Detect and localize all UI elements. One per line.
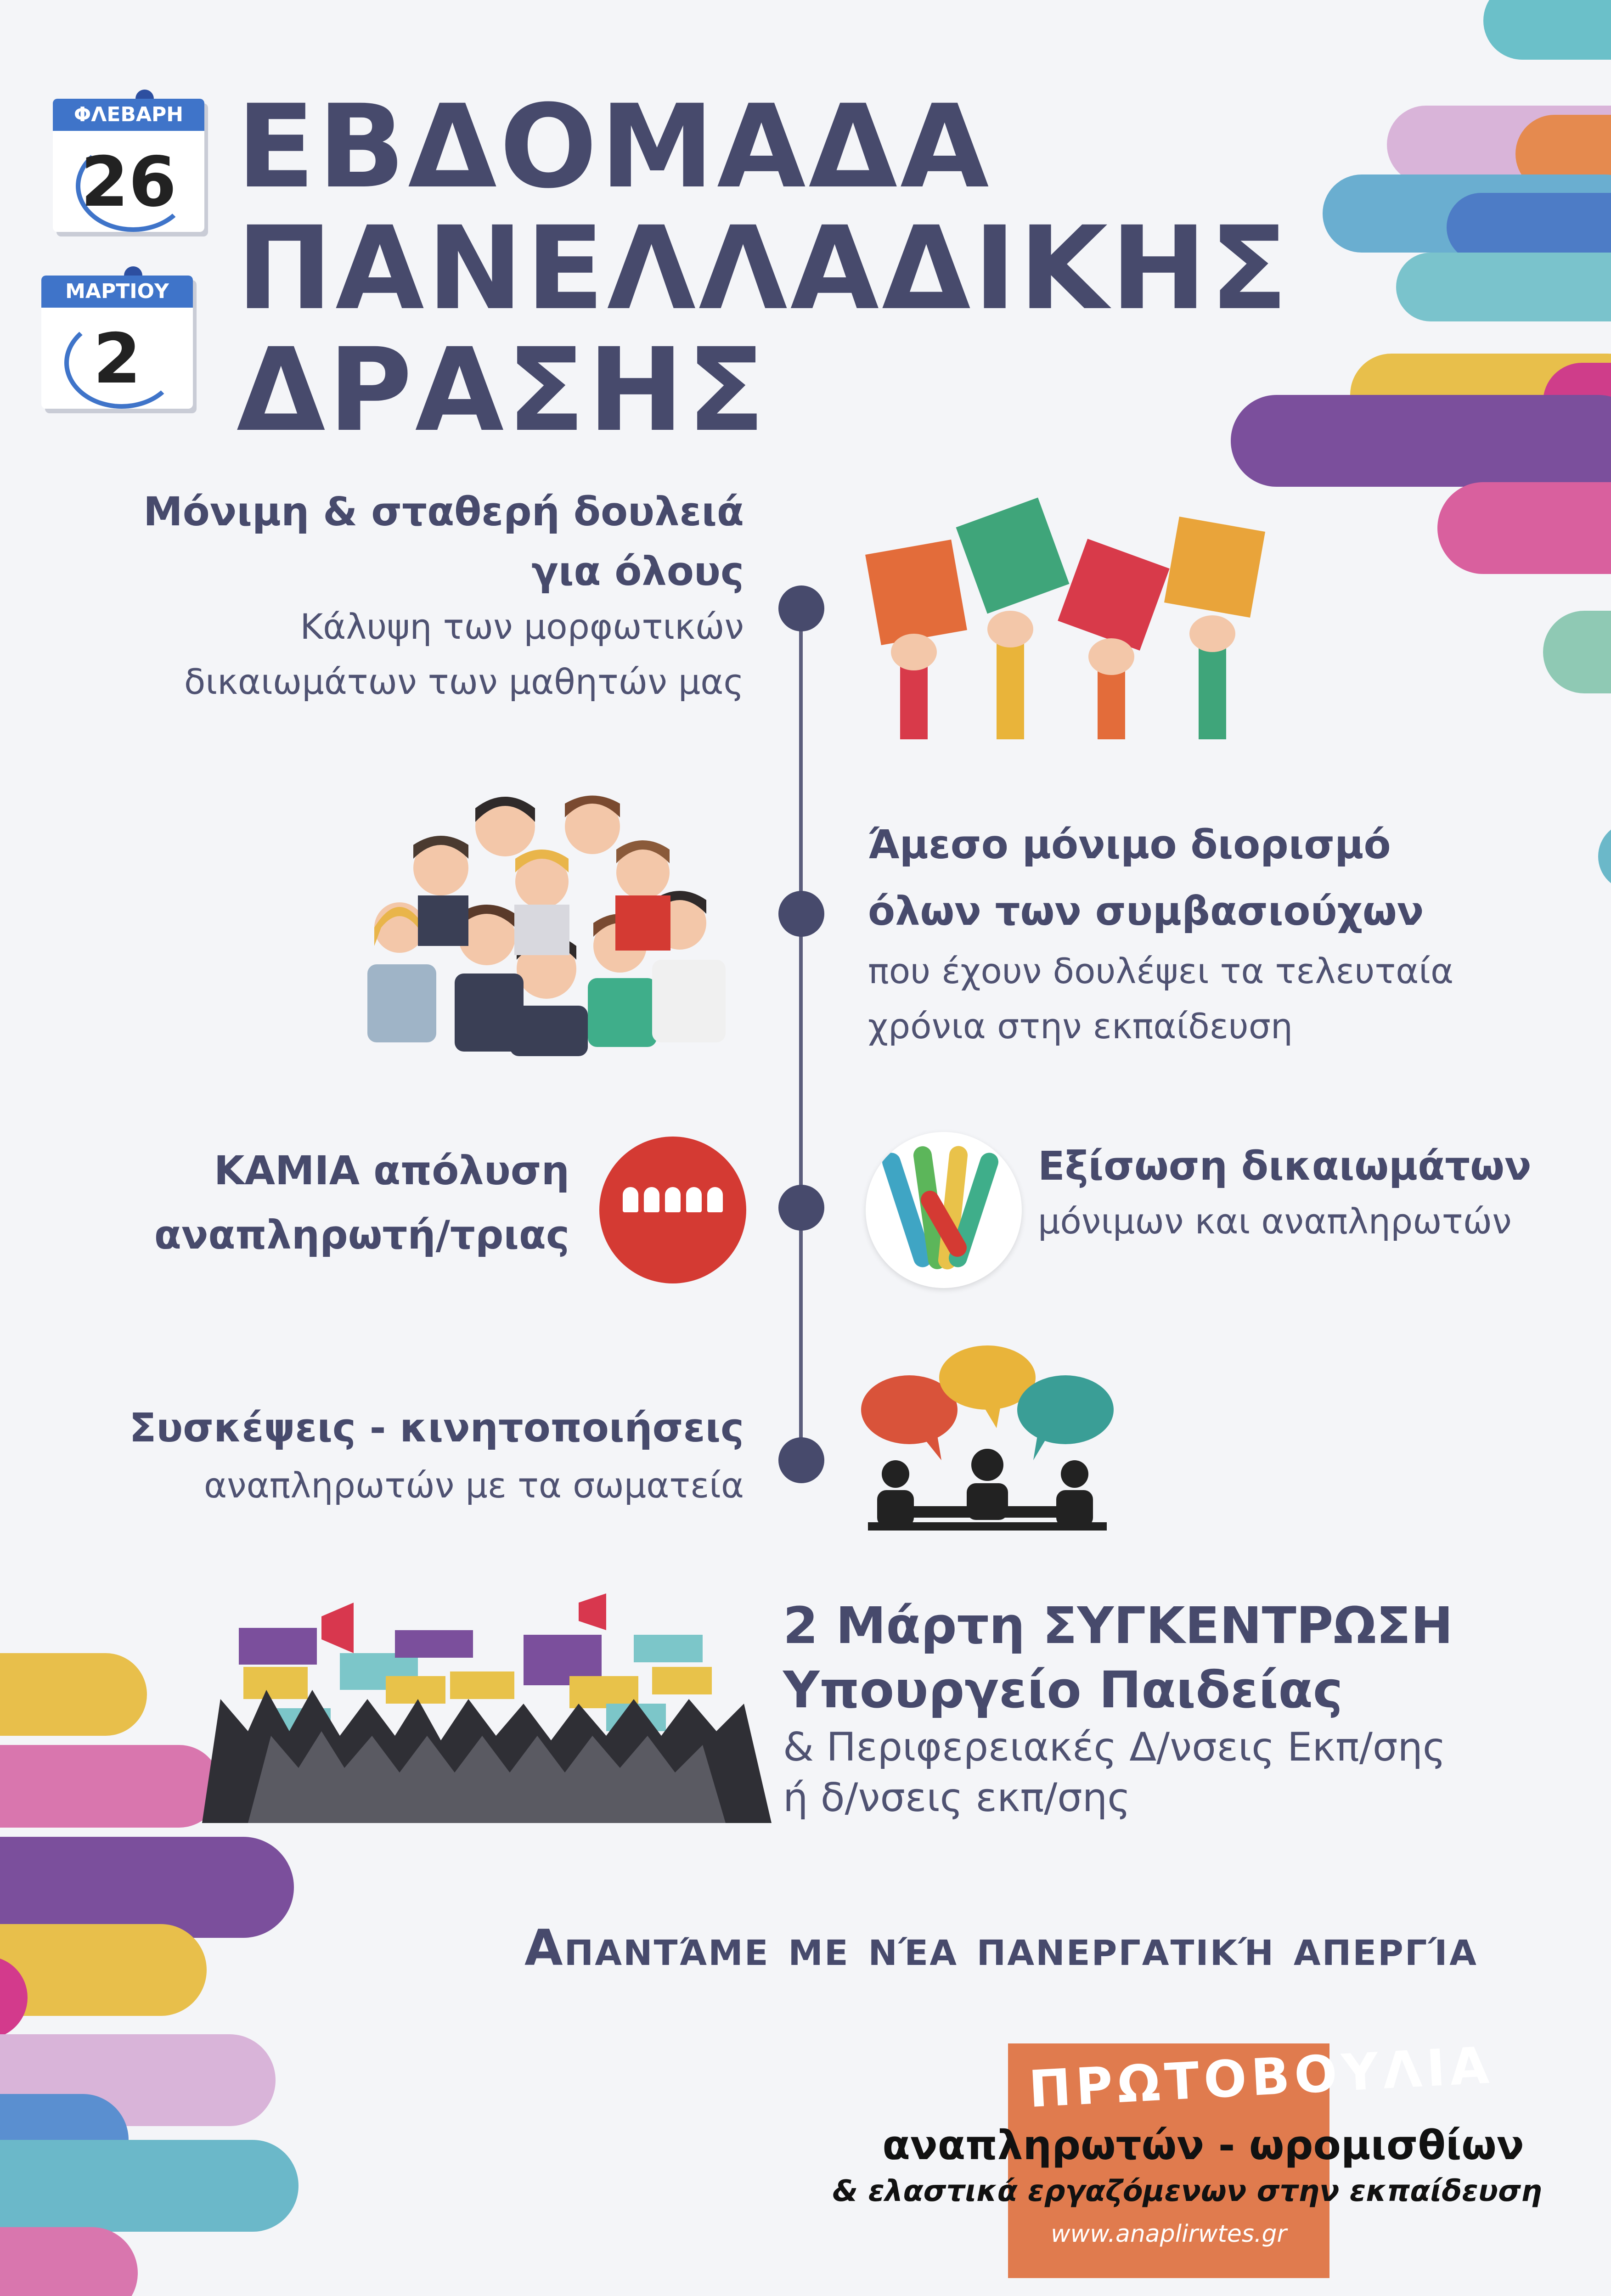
rally-text: ή δ/νσεις εκπ/σης xyxy=(783,1775,1131,1821)
page-title-line-2: ΠΑΝΕΛΛΑΔΙΚΗΣ xyxy=(237,202,1291,335)
equal-rights-hands-icon xyxy=(866,1132,1022,1288)
item-heading: ΚΑΜΙΑ απόλυση xyxy=(214,1148,569,1194)
footer-line-2: & ελαστικά εργαζόμενων στην εκπαίδευση xyxy=(832,2174,1542,2208)
page-title-line-3: ΔΡΑΣΗΣ xyxy=(237,323,768,457)
item-heading: Άμεσο μόνιμο διορισμό xyxy=(868,822,1391,868)
calendar-icon-feb xyxy=(53,99,204,232)
raised-hands-ballots-icon xyxy=(859,496,1272,744)
item-permanent-work xyxy=(92,480,744,709)
protest-crowd-icon xyxy=(202,1584,776,1823)
dismissal-icon xyxy=(599,1137,746,1283)
item-heading: αναπληρωτή/τριας xyxy=(154,1212,569,1258)
timeline-dot xyxy=(778,1185,824,1231)
initiative-stamp: ΠΡΩΤΟΒΟΥΛΙΑ xyxy=(1027,2036,1495,2119)
calendar-day: 26 xyxy=(80,142,177,222)
item-appointment xyxy=(868,810,1557,1054)
item-text: δικαιωμάτων των μαθητών μας xyxy=(184,661,744,702)
item-equal-rights xyxy=(1038,1134,1589,1244)
timeline-dot xyxy=(778,1437,824,1483)
meeting-speech-bubbles-icon xyxy=(859,1341,1116,1534)
item-text: αναπληρωτών με τα σωματεία xyxy=(204,1465,744,1506)
item-text: χρόνια στην εκπαίδευση xyxy=(868,1006,1293,1047)
timeline-dot xyxy=(778,891,824,937)
item-meetings xyxy=(69,1396,744,1511)
rally-heading: 2 Μάρτη ΣΥΓΚΕΝΤΡΩΣΗ xyxy=(783,1596,1453,1655)
rally-announcement xyxy=(783,1593,1587,1823)
group-of-people-icon xyxy=(349,790,753,1056)
item-no-dismissal xyxy=(69,1139,569,1267)
calendar-month: ΜΑΡΤΙΟΥ xyxy=(41,276,193,308)
calendar-day: 2 xyxy=(93,319,141,399)
item-heading: Συσκέψεις - κινητοποιήσεις xyxy=(129,1405,744,1451)
item-text: που έχουν δουλέψει τα τελευταία xyxy=(868,951,1454,991)
calendar-month: ΦΛΕΒΑΡΗ xyxy=(53,99,204,131)
strike-slogan: Απαντάμε με νέα πανεργατική απεργία xyxy=(524,1919,1478,1977)
item-heading: όλων των συμβασιούχων xyxy=(868,889,1424,934)
rally-text: & Περιφερειακές Δ/νσεις Εκπ/σης xyxy=(783,1724,1446,1770)
item-text: Κάλυψη των μορφωτικών xyxy=(300,606,744,647)
timeline-line xyxy=(799,597,803,1469)
timeline-dot xyxy=(778,585,824,631)
page-title-line-1: ΕΒΔΟΜΑΔΑ xyxy=(237,80,992,214)
item-heading: Εξίσωση δικαιωμάτων xyxy=(1038,1143,1532,1189)
rally-heading: Υπουργείο Παιδείας xyxy=(783,1660,1343,1719)
calendar-icon-mar xyxy=(41,276,193,409)
footer-line-1: αναπληρωτών - ωρομισθίων xyxy=(882,2122,1524,2169)
item-heading: Μόνιμη & σταθερή δουλειά xyxy=(143,489,744,535)
website-link[interactable]: www.anaplirwtes.gr xyxy=(1051,2220,1287,2248)
item-text: μόνιμων και αναπληρωτών xyxy=(1038,1201,1512,1242)
item-heading: για όλους xyxy=(531,549,744,595)
